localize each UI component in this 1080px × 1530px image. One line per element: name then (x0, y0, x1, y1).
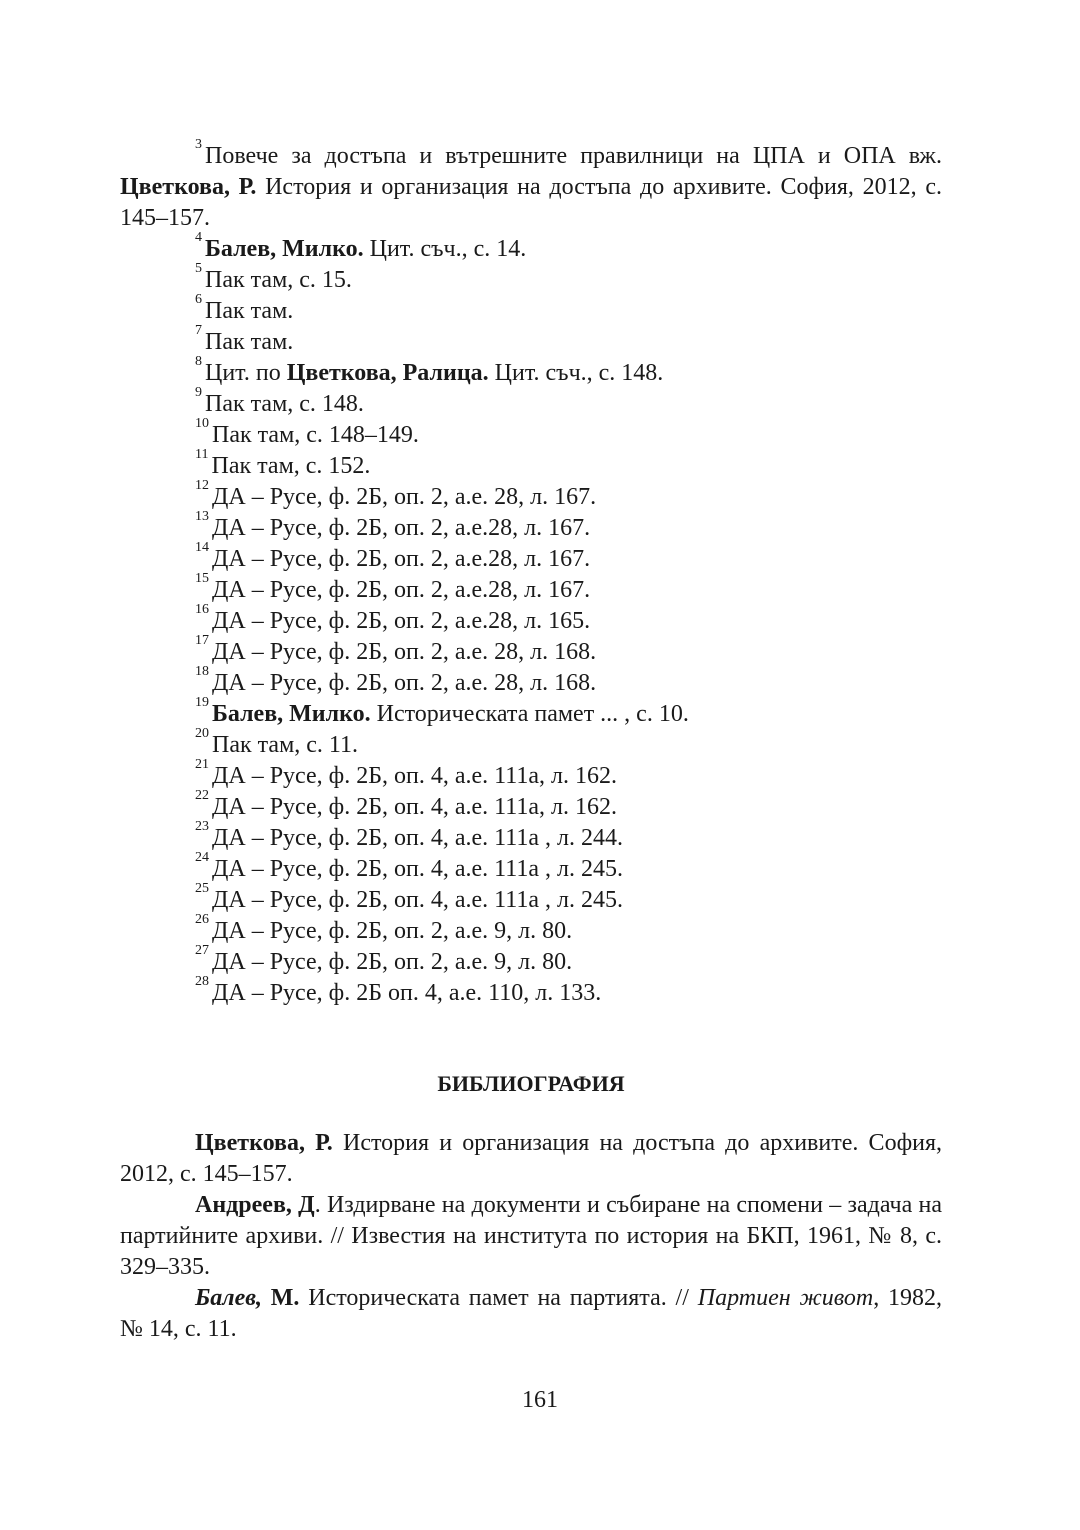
footnote-11: $^{11}$ Пак там, с. 152. (195, 447, 371, 479)
page-number: 161 (522, 1387, 558, 1413)
footnote-13: $^{13}$ ДА – Русе, ф. 2Б, оп. 2, а.е.28, л. 167. (195, 509, 591, 541)
footnote-26: $^{26}$ ДА – Русе, ф. 2Б, оп. 2, а.е. 9, л. 80. (195, 912, 573, 944)
footnote-17: $^{17}$ ДА – Русе, ф. 2Б, оп. 2, а.е. 28, л. 168. (195, 633, 597, 665)
footnote-6: $^6$ Пак там. (195, 292, 294, 324)
footnote-9: $^9$ Пак там, с. 148. (195, 385, 364, 417)
footnote-28: $^{28}$ ДА – Русе, ф. 2Б оп. 4, а.е. 110, л. 133. (195, 974, 602, 1006)
footnote-4: $^4$ Балев, Милко. Цит. съч., с. 14. (195, 230, 527, 262)
footnote-23: $^{23}$ ДА – Русе, ф. 2Б, оп. 4, а.е. 111а , л. 244. (195, 819, 623, 851)
footnote-25: $^{25}$ ДА – Русе, ф. 2Б, оп. 4, а.е. 111а , л. 245. (195, 881, 623, 913)
footnote-21: $^{21}$ ДА – Русе, ф. 2Б, оп. 4, а.е. 111а, л. 162. (195, 757, 617, 789)
footnote-20: $^{20}$ Пак там, с. 11. (195, 726, 359, 758)
footnote-10: $^{10}$ Пак там, с. 148–149. (195, 416, 419, 448)
bibliography-heading: БИБЛИОГРАФИЯ (437, 1071, 625, 1096)
footnote-19: $^{19}$ Балев, Милко. Историческата памет ... , с. 10. (195, 695, 689, 727)
footnote-16: $^{16}$ ДА – Русе, ф. 2Б, оп. 2, а.е.28, л. 165. (195, 602, 591, 634)
bibliography-list (120, 1128, 942, 1345)
footnote-3: $^3$ Повече за достъпа и вътрешните правилници на ЦПА и ОПА вж. Цветкова, Р. История и организация на достъпа до архивите. София, 2012, с. 145–157. (120, 137, 943, 231)
bibliography-entry: Цветкова, Р. История и организация на достъпа до архивите. София, 2012, с. 145–157. (120, 1130, 943, 1187)
footnote-24: $^{24}$ ДА – Русе, ф. 2Б, оп. 4, а.е. 111а , л. 245. (195, 850, 623, 882)
footnote-27: $^{27}$ ДА – Русе, ф. 2Б, оп. 2, а.е. 9, л. 80. (195, 943, 573, 975)
bibliography-entry: Андреев, Д. Издирване на документи и събиране на спомени – задача на партийните архиви. // Известия на института по история на БКП, 1961, № 8, с. 329–335. (120, 1192, 942, 1280)
footnote-7: $^7$ Пак там. (195, 323, 294, 355)
footnote-12: $^{12}$ ДА – Русе, ф. 2Б, оп. 2, а.е. 28, л. 167. (195, 478, 597, 510)
footnotes (120, 137, 943, 1009)
journal-title: Партиен живот (697, 1285, 874, 1311)
footnote-8: $^8$ Цит. по Цветкова, Ралица. Цит. съч., с. 148. (195, 354, 664, 386)
footnote-number: 3 (195, 137, 202, 152)
footnote-5: $^5$ Пак там, с. 15. (195, 261, 352, 293)
footnote-author: Цветкова, Р. (120, 174, 257, 200)
footnote-14: $^{14}$ ДА – Русе, ф. 2Б, оп. 2, а.е.28, л. 167. (195, 540, 591, 572)
footnote-22: $^{22}$ ДА – Русе, ф. 2Б, оп. 4, а.е. 111а, л. 162. (195, 788, 617, 820)
bibliography-entry: Балев, М. Историческата памет на партията. // Партиен живот, 1982, № 14, с. 11. (120, 1285, 943, 1342)
footnote-18: $^{18}$ ДА – Русе, ф. 2Б, оп. 2, а.е. 28, л. 168. (195, 664, 597, 696)
footnote-15: $^{15}$ ДА – Русе, ф. 2Б, оп. 2, а.е.28, л. 167. (195, 571, 591, 603)
